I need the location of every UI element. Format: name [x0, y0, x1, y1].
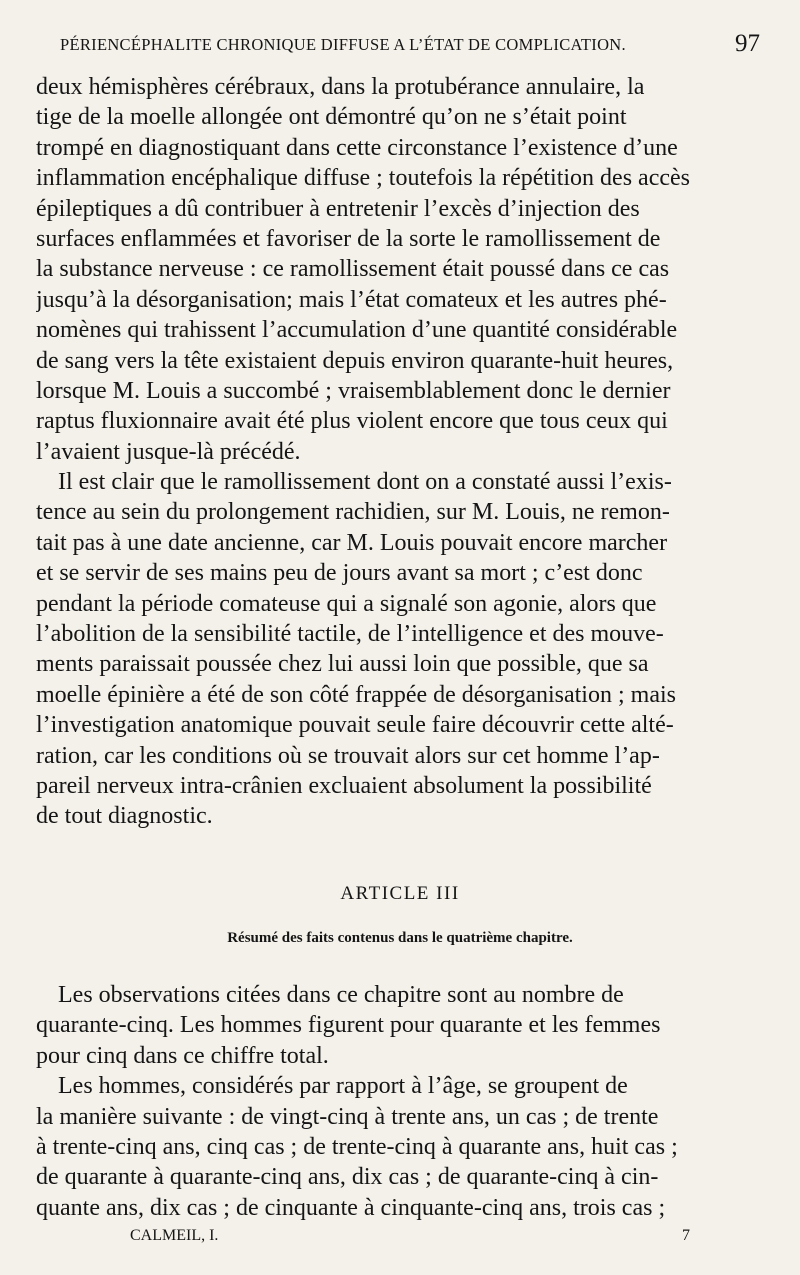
text-line: ments paraissait poussée chez lui aussi loin que possible, que sa	[36, 651, 649, 678]
page-number: 97	[735, 30, 760, 57]
text-line: pour cinq dans ce chiffre total.	[36, 1042, 329, 1069]
text-line: tige de la moelle allongée ont démontré qu’on ne s’était point	[36, 104, 627, 131]
text-line: nomènes qui trahissent l’accumulation d’une quantité considérable	[36, 317, 678, 344]
text-line: l’avaient jusque-là précédé.	[36, 438, 301, 465]
summary-title: Résumé des faits contenus dans le quatrième chapitre.	[227, 930, 573, 946]
text-line: raptus fluxionnaire avait été plus violent encore que tous ceux qui	[36, 408, 668, 435]
text-line: jusqu’à la désorganisation; mais l’état comateux et les autres phé-	[36, 286, 667, 313]
text-line: Il est clair que le ramollissement dont on a constaté aussi l’exis-	[58, 469, 672, 496]
text-line: pendant la période comateuse qui a signalé son agonie, alors que	[36, 590, 657, 617]
text-line: Les hommes, considérés par rapport à l’âge, se groupent de	[58, 1073, 628, 1100]
text-line: la substance nerveuse : ce ramollissement était poussé dans ce cas	[36, 256, 670, 283]
page-footer	[130, 1227, 690, 1251]
text-line: de quarante à quarante-cinq ans, dix cas ; de quarante-cinq à cin-	[36, 1164, 659, 1191]
text-line: et se servir de ses mains peu de jours avant sa mort ; c’est donc	[36, 560, 643, 587]
page-header	[38, 32, 760, 62]
running-head: PÉRIENCÉPHALITE CHRONIQUE DIFFUSE A L’ÉTAT DE COMPLICATION.	[60, 35, 626, 54]
article-text	[36, 980, 762, 1223]
text-line: pareil nerveux intra-crânien excluaient absolument la possibilité	[36, 772, 652, 799]
text-line: l’investigation anatomique pouvait seule faire découvrir cette alté-	[36, 712, 674, 739]
text-line: inflammation encéphalique diffuse ; toutefois la répétition des accès	[36, 165, 690, 192]
text-line: surfaces enflammées et favoriser de la sorte le ramollissement de	[36, 225, 661, 252]
article-title: ARTICLE III	[340, 883, 460, 904]
text-line: épileptiques a dû contribuer à entretenir l’excès d’injection des	[36, 195, 640, 222]
text-line: la manière suivante : de vingt-cinq à trente ans, un cas ; de trente	[36, 1103, 659, 1130]
main-text	[36, 72, 762, 832]
text-line: deux hémisphères cérébraux, dans la protubérance annulaire, la	[36, 74, 645, 100]
text-line: l’abolition de la sensibilité tactile, de l’intelligence et des mouve-	[36, 621, 664, 648]
text-line: quarante-cinq. Les hommes figurent pour quarante et les femmes	[36, 1012, 661, 1039]
text-line: trompé en diagnostiquant dans cette circonstance l’existence d’une	[36, 134, 678, 161]
text-line: lorsque M. Louis a succombé ; vraisemblablement donc le dernier	[36, 377, 671, 404]
text-line: quante ans, dix cas ; de cinquante à cinquante-cinq ans, trois cas ;	[36, 1194, 666, 1221]
text-line: moelle épinière a été de son côté frappée de désorganisation ; mais	[36, 681, 676, 708]
sheet-number: 7	[682, 1227, 690, 1244]
text-line: tence au sein du prolongement rachidien, sur M. Louis, ne remon-	[36, 499, 670, 526]
text-line: Les observations citées dans ce chapitre sont au nombre de	[58, 982, 624, 1008]
text-line: ration, car les conditions où se trouvait alors sur cet homme l’ap-	[36, 742, 660, 769]
text-line: de tout diagnostic.	[36, 803, 213, 830]
signature-mark: CALMEIL, I.	[130, 1227, 219, 1244]
text-line: à trente-cinq ans, cinq cas ; de trente-cinq à quarante ans, huit cas ;	[36, 1133, 678, 1160]
text-line: de sang vers la tête existaient depuis environ quarante-huit heures,	[36, 347, 674, 374]
text-line: tait pas à une date ancienne, car M. Louis pouvait encore marcher	[36, 529, 668, 556]
